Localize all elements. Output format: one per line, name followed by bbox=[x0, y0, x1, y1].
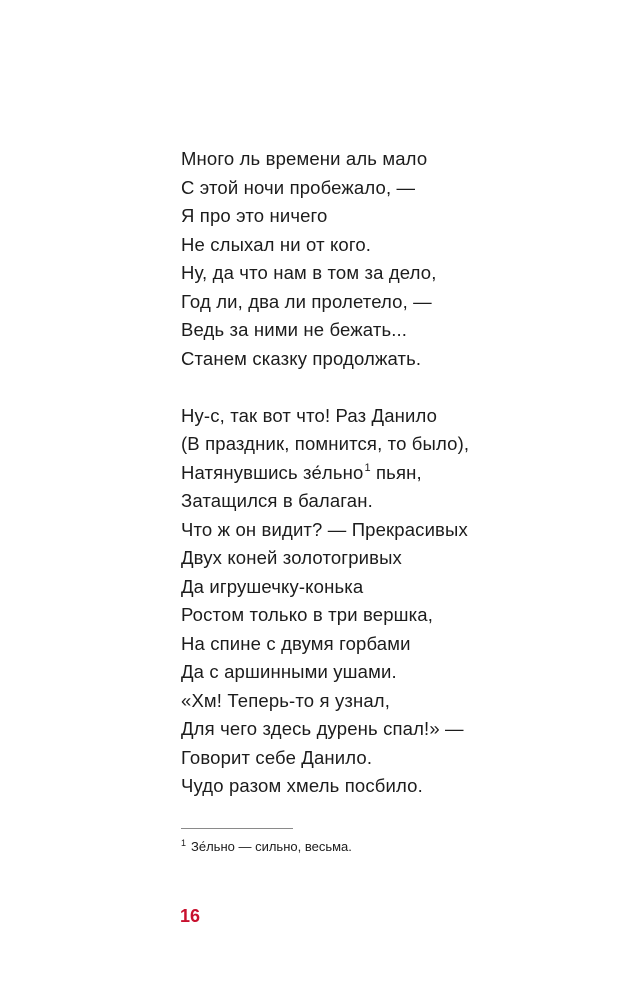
verse-line: Станем сказку продолжать. bbox=[181, 347, 422, 369]
verse-line: «Хм! Теперь-то я узнал, bbox=[181, 689, 391, 711]
verse-line: Для чего здесь дурень спал!» — bbox=[181, 718, 464, 739]
footnote bbox=[181, 838, 352, 856]
verse-line: Чудо разом хмель посбило. bbox=[181, 775, 423, 796]
verse-line-part: Натянувшись зе́льно bbox=[181, 461, 364, 483]
verse-line: Ведь за ними не бежать... bbox=[181, 319, 408, 340]
verse-line: Много ль времени аль мало bbox=[181, 148, 428, 169]
verse-line: Двух коней золотогривых bbox=[181, 547, 402, 568]
verse-line: Затащился в балаган. bbox=[181, 490, 373, 511]
poem-text bbox=[181, 145, 621, 801]
verse-line: Год ли, два ли пролетело, — bbox=[181, 290, 432, 312]
verse-line: Да игрушечку-конька bbox=[181, 575, 364, 597]
verse-line-with-footnote bbox=[181, 459, 621, 488]
verse-line: Да с аршинными ушами. bbox=[181, 661, 397, 682]
footnote-number: 1 bbox=[181, 837, 187, 848]
verse-line-part: пьян, bbox=[370, 461, 422, 483]
verse-line: Говорит себе Данило. bbox=[181, 746, 373, 768]
footnote-text: Зе́льно — сильно, весьма. bbox=[191, 839, 352, 854]
verse-line: Не слыхал ни от кого. bbox=[181, 233, 372, 255]
verse-line: Я про это ничего bbox=[181, 205, 328, 226]
stanza-1 bbox=[181, 145, 621, 373]
footnote-reference[interactable]: 1 bbox=[364, 462, 371, 475]
page-number: 16 bbox=[180, 906, 201, 926]
verse-line: Что ж он видит? — Прекрасивых bbox=[181, 518, 468, 540]
verse-line: (В праздник, помнится, то было), bbox=[181, 433, 470, 454]
verse-line: На спине с двумя горбами bbox=[181, 632, 411, 654]
verse-line: Ну, да что нам в том за дело, bbox=[181, 262, 437, 283]
stanza-2 bbox=[181, 402, 621, 801]
footnote-divider bbox=[181, 828, 293, 829]
verse-line: Ростом только в три вершка, bbox=[181, 604, 434, 625]
verse-line: Ну-с, так вот что! Раз Данило bbox=[181, 404, 438, 426]
verse-line: С этой ночи пробежало, — bbox=[181, 176, 416, 198]
